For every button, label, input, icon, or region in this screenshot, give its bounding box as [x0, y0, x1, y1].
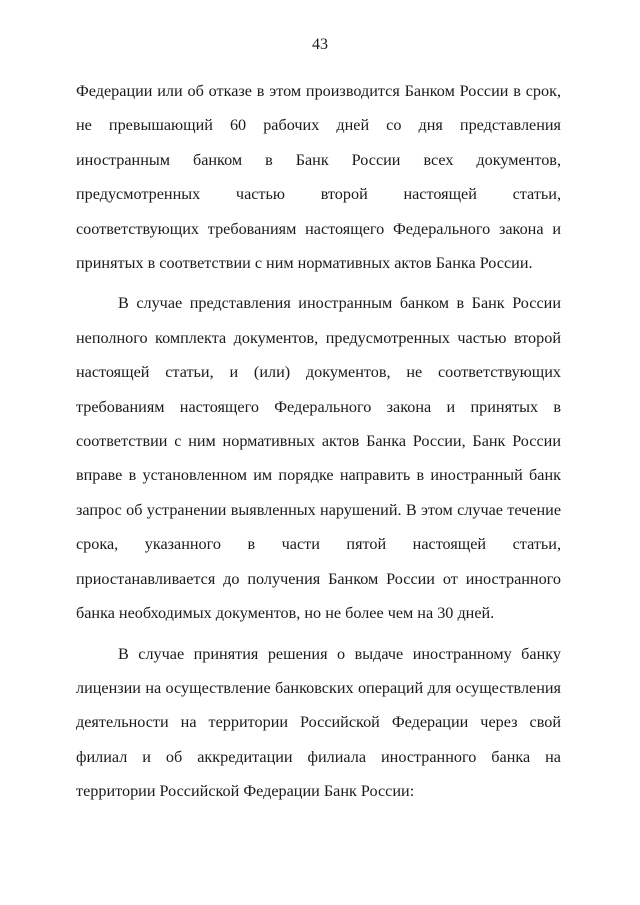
paragraph-license-decision: В случае принятия решения о выдаче иностранному банку лицензии на осуществление банковских операций для осуществления деятельности на территории Российской Федерации через свой филиал и об аккредитации филиала иностранного банка на территории Российской Федерации Банк России:: [76, 644, 561, 801]
document-body: [76, 74, 561, 809]
page-number: 43: [312, 36, 328, 53]
paragraph-continuation: Федерации или об отказе в этом производится Банком России в срок, не превышающий 60 рабочих дней со дня представления иностранным банком в Банк России всех документов, предусмотренных частью второй настоящей статьи, соответствующих требованиям настоящего Федерального закона и принятых в соответствии с ним нормативных актов Банка России.: [76, 82, 561, 273]
paragraph-incomplete-documents: В случае представления иностранным банком в Банк России неполного комплекта документов, предусмотренных частью второй настоящей статьи, и (или) документов, не соответствующих требованиям настоящего Федерального закона и принятых в соответствии с ним нормативных актов Банка России, Банк России вправе в установленном им порядке направить в иностранный банк запрос об устранении выявленных нарушений. В этом случае течение срока, указанного в части пятой настоящей статьи, приостанавливается до получения Банком России от иностранного банка необходимых документов, но не более чем на 30 дней.: [76, 294, 561, 623]
